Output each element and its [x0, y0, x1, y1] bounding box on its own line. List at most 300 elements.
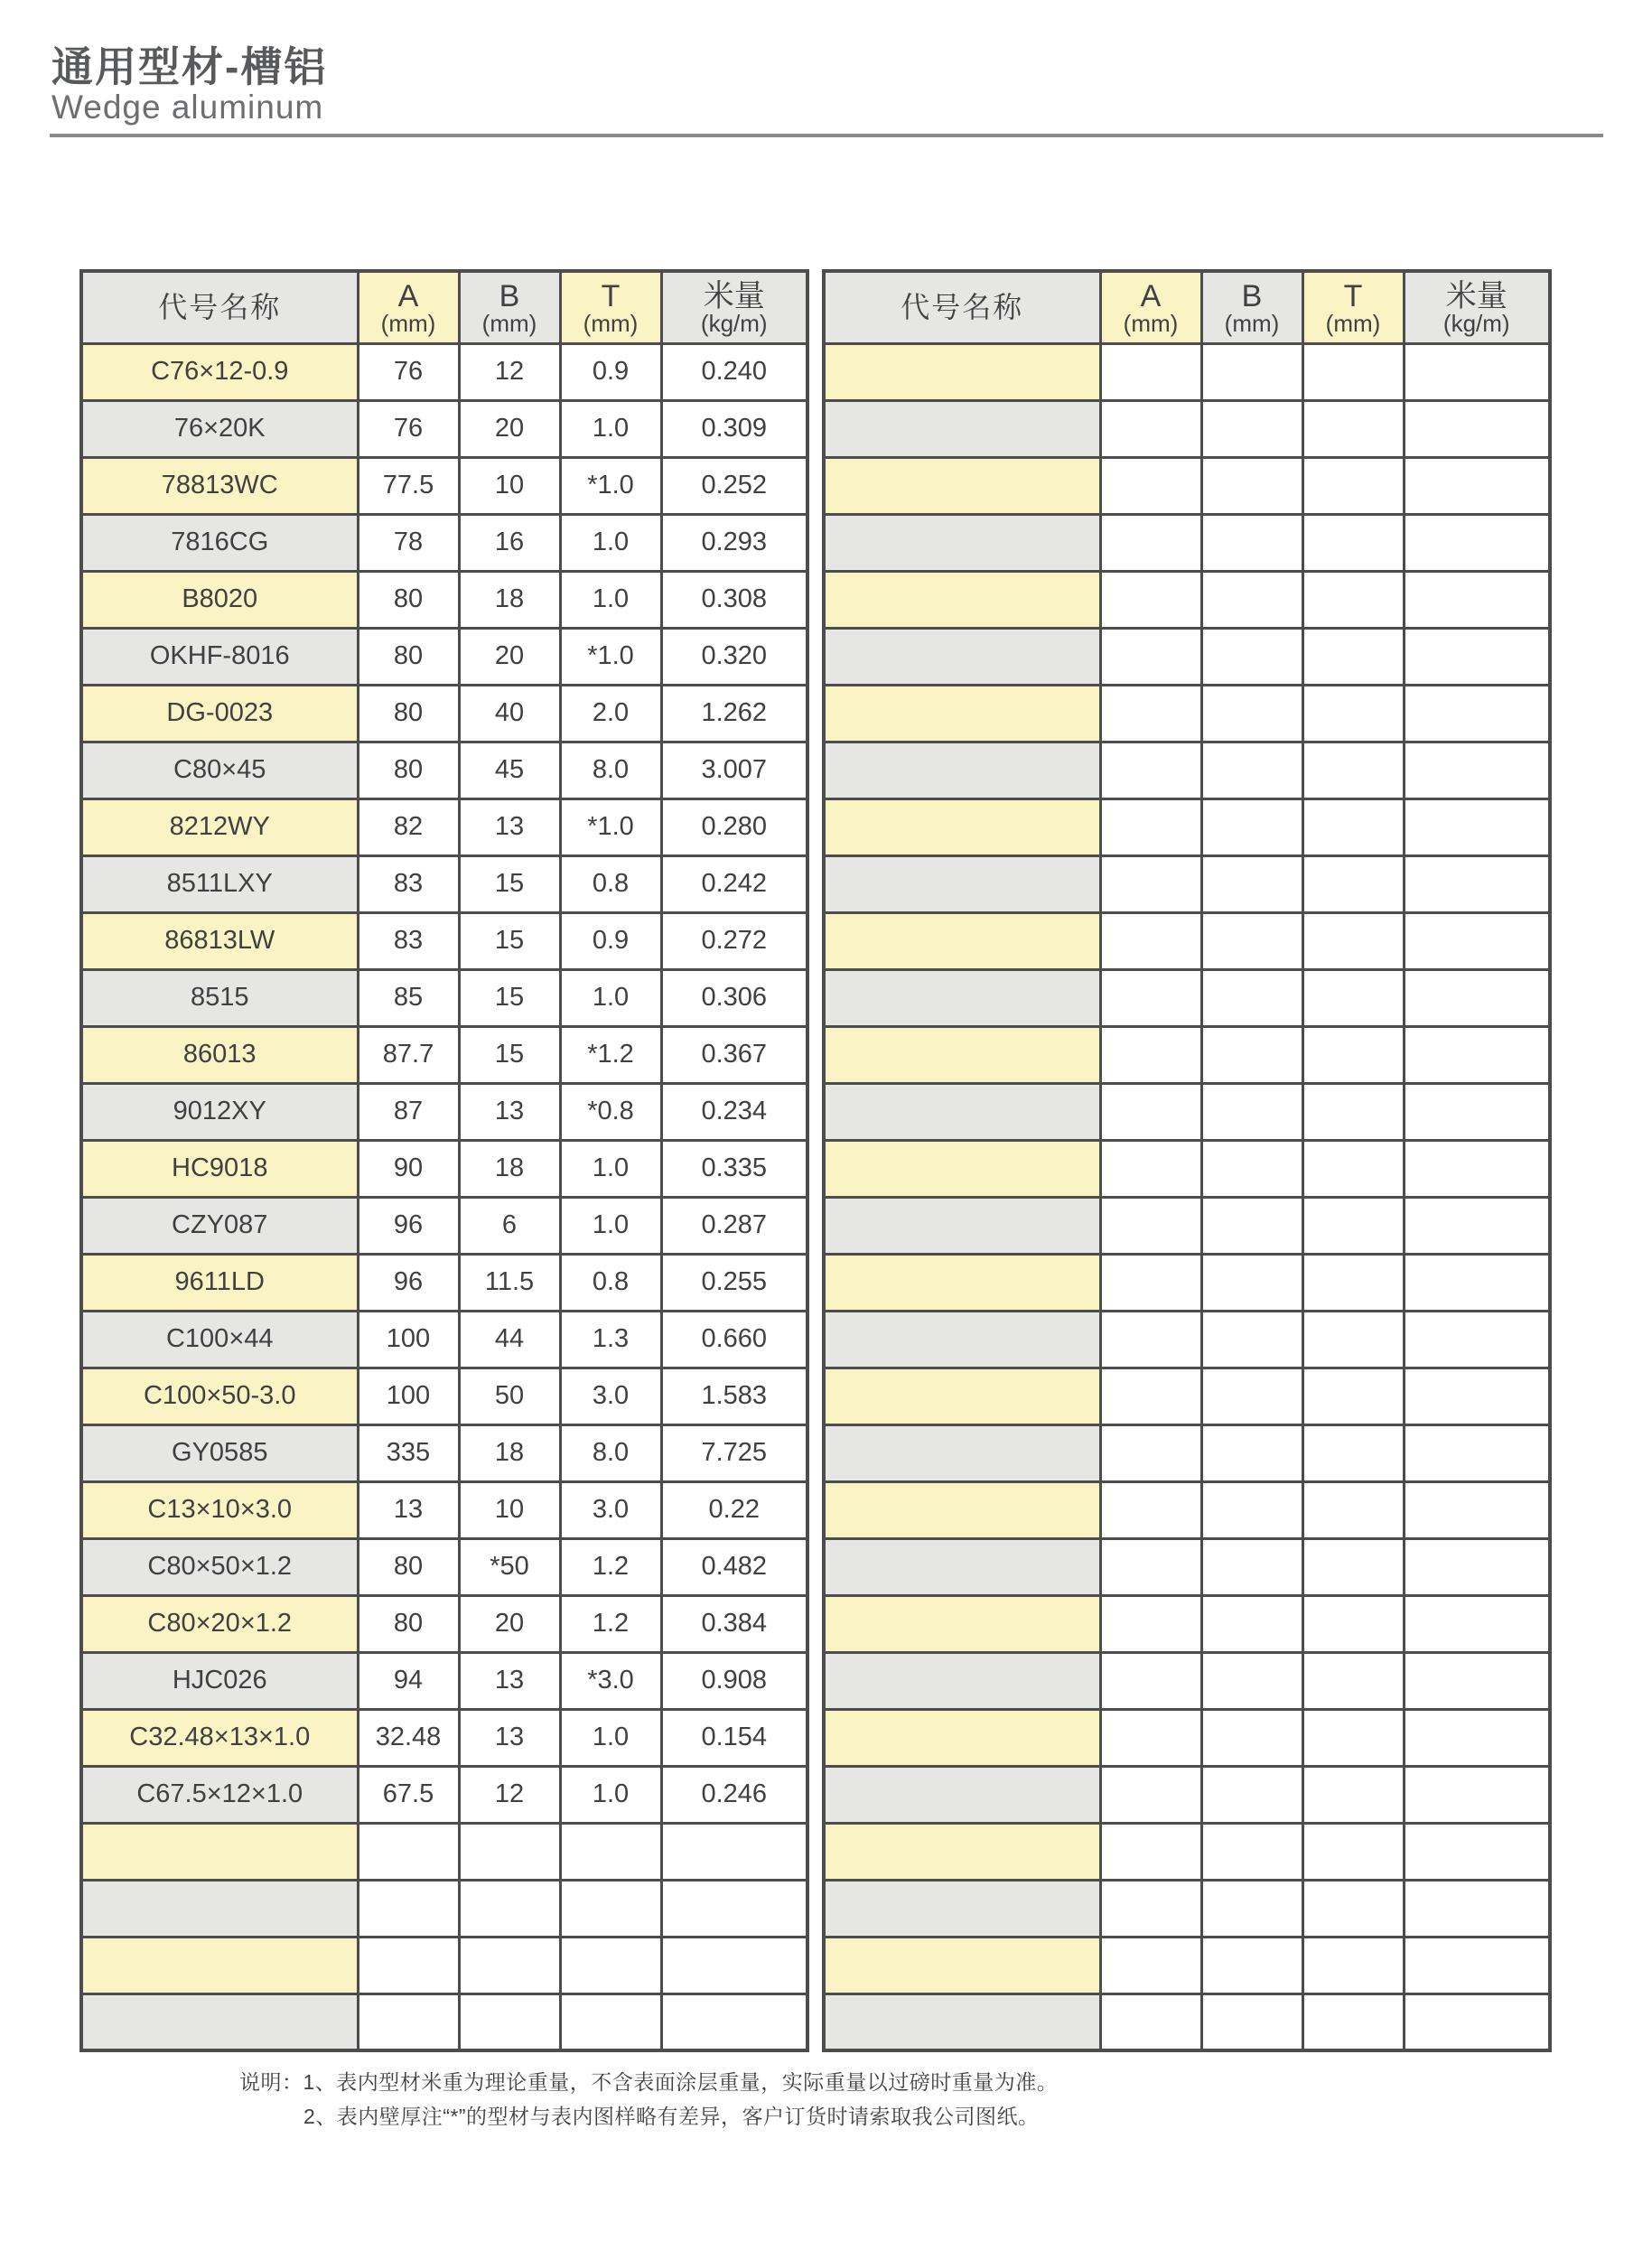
- value-cell: 0.367: [661, 1026, 807, 1083]
- value-cell: [1100, 1595, 1201, 1652]
- table-row: [81, 1766, 807, 1823]
- value-cell: 15: [459, 855, 560, 912]
- value-cell: [1100, 1197, 1201, 1254]
- table-row: [824, 514, 1550, 571]
- value-cell: [1100, 855, 1201, 912]
- value-cell: 15: [459, 1026, 560, 1083]
- value-cell: [1404, 1368, 1550, 1424]
- value-cell: 20: [459, 400, 560, 457]
- value-cell: [459, 1937, 560, 1994]
- value-cell: [1404, 1652, 1550, 1709]
- page-title: 通用型材-槽铝: [51, 43, 328, 90]
- profile-code-cell: [824, 1823, 1100, 1880]
- value-cell: [1100, 1538, 1201, 1595]
- value-cell: [1302, 457, 1404, 514]
- value-cell: 96: [358, 1197, 459, 1254]
- spec-tables: [79, 269, 1552, 2052]
- profile-code-cell: C67.5×12×1.0: [81, 1766, 358, 1823]
- table-row: [824, 969, 1550, 1026]
- table-row: [81, 798, 807, 855]
- value-cell: 50: [459, 1368, 560, 1424]
- value-cell: 80: [358, 742, 459, 798]
- table-row: [81, 912, 807, 969]
- value-cell: [1404, 742, 1550, 798]
- column-header-unit: (mm): [380, 309, 436, 337]
- value-cell: 1.0: [560, 1766, 661, 1823]
- value-cell: [1100, 1083, 1201, 1140]
- column-header-b: [459, 271, 560, 343]
- value-cell: [1201, 1766, 1302, 1823]
- value-cell: [1100, 798, 1201, 855]
- table-row: [81, 1254, 807, 1311]
- value-cell: 1.0: [560, 1709, 661, 1766]
- header-row: [81, 271, 807, 343]
- value-cell: [1201, 1538, 1302, 1595]
- profile-code-cell: C76×12-0.9: [81, 343, 358, 400]
- table-row: [824, 343, 1550, 400]
- profile-code-cell: [824, 1538, 1100, 1595]
- value-cell: 15: [459, 912, 560, 969]
- column-header-label: 米量: [1445, 278, 1507, 313]
- value-cell: 3.0: [560, 1481, 661, 1538]
- value-cell: 0.246: [661, 1766, 807, 1823]
- value-cell: [1100, 628, 1201, 685]
- value-cell: [1100, 742, 1201, 798]
- value-cell: [1404, 1709, 1550, 1766]
- value-cell: [1404, 457, 1550, 514]
- table-row: [81, 1481, 807, 1538]
- value-cell: 32.48: [358, 1709, 459, 1766]
- value-cell: [1302, 514, 1404, 571]
- value-cell: 44: [459, 1311, 560, 1368]
- title-divider: [50, 134, 1603, 137]
- value-cell: 1.0: [560, 514, 661, 571]
- value-cell: [1302, 1652, 1404, 1709]
- table-row: [824, 1311, 1550, 1368]
- value-cell: [1100, 1709, 1201, 1766]
- column-header-unit: (mm): [1224, 309, 1280, 337]
- value-cell: 18: [459, 571, 560, 628]
- value-cell: *3.0: [560, 1652, 661, 1709]
- value-cell: 6: [459, 1197, 560, 1254]
- value-cell: [1302, 798, 1404, 855]
- value-cell: 77.5: [358, 457, 459, 514]
- value-cell: 13: [459, 798, 560, 855]
- table-row: [81, 1994, 807, 2050]
- value-cell: [1302, 969, 1404, 1026]
- value-cell: [1201, 1937, 1302, 1994]
- table-row: [81, 1368, 807, 1424]
- column-header-label: A: [397, 278, 419, 313]
- value-cell: 0.908: [661, 1652, 807, 1709]
- footnotes: [239, 2065, 1058, 2134]
- value-cell: 12: [459, 343, 560, 400]
- page-subtitle: Wedge aluminum: [51, 89, 324, 126]
- value-cell: 12: [459, 1766, 560, 1823]
- value-cell: [661, 1994, 807, 2050]
- value-cell: 1.0: [560, 969, 661, 1026]
- table-row: [81, 1197, 807, 1254]
- column-header-label: T: [1343, 278, 1363, 313]
- value-cell: [1404, 1994, 1550, 2050]
- value-cell: [1404, 1937, 1550, 1994]
- table-row: [824, 1994, 1550, 2050]
- value-cell: 3.0: [560, 1368, 661, 1424]
- value-cell: [1201, 1709, 1302, 1766]
- value-cell: [1100, 1424, 1201, 1481]
- column-header-label: T: [601, 278, 621, 313]
- value-cell: [1302, 1766, 1404, 1823]
- table-row: [81, 1880, 807, 1937]
- value-cell: [1201, 1481, 1302, 1538]
- table-row: [824, 1937, 1550, 1994]
- value-cell: [1100, 1652, 1201, 1709]
- table-row: [824, 1140, 1550, 1197]
- value-cell: [459, 1880, 560, 1937]
- value-cell: *1.0: [560, 457, 661, 514]
- value-cell: *1.0: [560, 798, 661, 855]
- value-cell: 0.384: [661, 1595, 807, 1652]
- profile-code-cell: 86813LW: [81, 912, 358, 969]
- profile-code-cell: C80×45: [81, 742, 358, 798]
- profile-code-cell: [824, 1368, 1100, 1424]
- table-row: [824, 1652, 1550, 1709]
- value-cell: [1302, 742, 1404, 798]
- value-cell: [1201, 1424, 1302, 1481]
- table-row: [824, 1538, 1550, 1595]
- profile-code-cell: [824, 1994, 1100, 2050]
- value-cell: [1100, 400, 1201, 457]
- value-cell: [1302, 1937, 1404, 1994]
- table-row: [824, 1709, 1550, 1766]
- value-cell: 15: [459, 969, 560, 1026]
- column-header-t: [1302, 271, 1404, 343]
- value-cell: 18: [459, 1140, 560, 1197]
- column-header-unit: (mm): [583, 309, 639, 337]
- table-row: [81, 457, 807, 514]
- value-cell: [1100, 1254, 1201, 1311]
- column-header-unit: (mm): [481, 309, 537, 337]
- header-row: [824, 271, 1550, 343]
- table-row: [81, 742, 807, 798]
- value-cell: 76: [358, 343, 459, 400]
- value-cell: 0.255: [661, 1254, 807, 1311]
- value-cell: 20: [459, 1595, 560, 1652]
- value-cell: [1302, 685, 1404, 742]
- value-cell: 10: [459, 457, 560, 514]
- column-header-label: 米量: [703, 278, 765, 313]
- value-cell: [1201, 742, 1302, 798]
- value-cell: [1404, 685, 1550, 742]
- value-cell: [1404, 798, 1550, 855]
- value-cell: 13: [358, 1481, 459, 1538]
- profile-code-cell: [824, 1709, 1100, 1766]
- value-cell: [1404, 628, 1550, 685]
- value-cell: [1201, 1595, 1302, 1652]
- value-cell: [1201, 1368, 1302, 1424]
- table-row: [824, 628, 1550, 685]
- value-cell: [358, 1823, 459, 1880]
- value-cell: [1302, 1368, 1404, 1424]
- profile-code-cell: 86013: [81, 1026, 358, 1083]
- profile-code-cell: DG-0023: [81, 685, 358, 742]
- value-cell: [1302, 1994, 1404, 2050]
- value-cell: 0.309: [661, 400, 807, 457]
- value-cell: [1302, 628, 1404, 685]
- value-cell: [1302, 400, 1404, 457]
- value-cell: [1302, 1424, 1404, 1481]
- value-cell: [1302, 343, 1404, 400]
- value-cell: [1100, 1026, 1201, 1083]
- profile-code-cell: 8515: [81, 969, 358, 1026]
- column-header-unit: (kg/m): [1442, 309, 1510, 337]
- value-cell: [1100, 1140, 1201, 1197]
- value-cell: [358, 1937, 459, 1994]
- value-cell: 7.725: [661, 1424, 807, 1481]
- value-cell: 0.335: [661, 1140, 807, 1197]
- value-cell: 80: [358, 571, 459, 628]
- table-row: [81, 343, 807, 400]
- value-cell: [1201, 855, 1302, 912]
- value-cell: [1100, 685, 1201, 742]
- value-cell: [1404, 1880, 1550, 1937]
- column-header-unit: (mm): [1325, 309, 1381, 337]
- value-cell: [1404, 912, 1550, 969]
- value-cell: 67.5: [358, 1766, 459, 1823]
- value-cell: [1302, 1254, 1404, 1311]
- value-cell: [1404, 1254, 1550, 1311]
- column-header-unit: (mm): [1123, 309, 1179, 337]
- value-cell: *1.2: [560, 1026, 661, 1083]
- value-cell: [1404, 1197, 1550, 1254]
- profile-code-cell: [824, 1254, 1100, 1311]
- value-cell: 0.287: [661, 1197, 807, 1254]
- table-row: [824, 457, 1550, 514]
- table-row: [824, 1083, 1550, 1140]
- profile-code-cell: [824, 1766, 1100, 1823]
- table-row: [824, 855, 1550, 912]
- value-cell: [1404, 514, 1550, 571]
- value-cell: [1404, 1424, 1550, 1481]
- value-cell: [1201, 1140, 1302, 1197]
- value-cell: [1404, 1595, 1550, 1652]
- table-row: [824, 1254, 1550, 1311]
- profile-code-cell: [824, 1880, 1100, 1937]
- table-row: [824, 1823, 1550, 1880]
- value-cell: [1201, 1311, 1302, 1368]
- table-row: [824, 571, 1550, 628]
- value-cell: 0.8: [560, 855, 661, 912]
- profile-code-cell: [824, 343, 1100, 400]
- table-row: [824, 1368, 1550, 1424]
- value-cell: 40: [459, 685, 560, 742]
- column-header-weight: [1404, 271, 1550, 343]
- column-header-unit: (kg/m): [700, 309, 768, 337]
- value-cell: 0.252: [661, 457, 807, 514]
- value-cell: 87: [358, 1083, 459, 1140]
- value-cell: 11.5: [459, 1254, 560, 1311]
- value-cell: [560, 1823, 661, 1880]
- profile-code-cell: 8511LXY: [81, 855, 358, 912]
- value-cell: [1100, 1823, 1201, 1880]
- table-row: [824, 685, 1550, 742]
- profile-code-cell: [824, 457, 1100, 514]
- value-cell: 13: [459, 1652, 560, 1709]
- value-cell: 1.0: [560, 1197, 661, 1254]
- value-cell: 0.306: [661, 969, 807, 1026]
- profile-code-cell: 76×20K: [81, 400, 358, 457]
- value-cell: [1302, 855, 1404, 912]
- value-cell: [661, 1823, 807, 1880]
- value-cell: [1100, 1766, 1201, 1823]
- table-row: [81, 1937, 807, 1994]
- value-cell: 1.583: [661, 1368, 807, 1424]
- table-row: [81, 628, 807, 685]
- value-cell: [1404, 1026, 1550, 1083]
- table-row: [81, 1709, 807, 1766]
- value-cell: 1.0: [560, 400, 661, 457]
- value-cell: [1302, 1538, 1404, 1595]
- value-cell: [1302, 1311, 1404, 1368]
- profile-code-cell: [824, 1595, 1100, 1652]
- profile-code-cell: [824, 685, 1100, 742]
- value-cell: 0.482: [661, 1538, 807, 1595]
- value-cell: [560, 1880, 661, 1937]
- profile-code-cell: [824, 969, 1100, 1026]
- value-cell: [1201, 628, 1302, 685]
- value-cell: [358, 1994, 459, 2050]
- value-cell: 1.0: [560, 1140, 661, 1197]
- value-cell: 1.2: [560, 1538, 661, 1595]
- value-cell: [1404, 343, 1550, 400]
- value-cell: 0.280: [661, 798, 807, 855]
- value-cell: [1201, 969, 1302, 1026]
- value-cell: 16: [459, 514, 560, 571]
- profile-code-cell: [81, 1823, 358, 1880]
- value-cell: 13: [459, 1709, 560, 1766]
- value-cell: 1.3: [560, 1311, 661, 1368]
- value-cell: 80: [358, 1538, 459, 1595]
- profile-code-cell: [824, 1026, 1100, 1083]
- value-cell: [1100, 457, 1201, 514]
- column-header-a: [358, 271, 459, 343]
- value-cell: [560, 1937, 661, 1994]
- value-cell: 8.0: [560, 1424, 661, 1481]
- profile-code-cell: GY0585: [81, 1424, 358, 1481]
- value-cell: *50: [459, 1538, 560, 1595]
- value-cell: [1100, 1880, 1201, 1937]
- value-cell: [358, 1880, 459, 1937]
- profile-code-cell: [824, 571, 1100, 628]
- value-cell: [560, 1994, 661, 2050]
- table-row: [81, 1311, 807, 1368]
- table-row: [81, 1424, 807, 1481]
- table-row: [81, 1652, 807, 1709]
- value-cell: 100: [358, 1368, 459, 1424]
- profile-code-cell: C80×50×1.2: [81, 1538, 358, 1595]
- value-cell: 0.154: [661, 1709, 807, 1766]
- value-cell: [1302, 571, 1404, 628]
- value-cell: [1100, 1937, 1201, 1994]
- column-header-a: [1100, 271, 1201, 343]
- value-cell: *1.0: [560, 628, 661, 685]
- table-row: [824, 912, 1550, 969]
- value-cell: 0.242: [661, 855, 807, 912]
- column-header-weight: [661, 271, 807, 343]
- table-row: [824, 1424, 1550, 1481]
- column-header-b: [1201, 271, 1302, 343]
- value-cell: [1201, 514, 1302, 571]
- value-cell: [1404, 1311, 1550, 1368]
- table-row: [81, 969, 807, 1026]
- value-cell: [1302, 1709, 1404, 1766]
- value-cell: 20: [459, 628, 560, 685]
- value-cell: [1302, 1481, 1404, 1538]
- column-header-label: 代号名称: [901, 291, 1024, 324]
- value-cell: 0.660: [661, 1311, 807, 1368]
- value-cell: 0.308: [661, 571, 807, 628]
- value-cell: [1201, 1026, 1302, 1083]
- profile-code-cell: C100×44: [81, 1311, 358, 1368]
- column-header-label: 代号名称: [158, 291, 282, 324]
- profile-code-cell: [824, 798, 1100, 855]
- value-cell: 100: [358, 1311, 459, 1368]
- value-cell: 85: [358, 969, 459, 1026]
- table-row: [824, 1481, 1550, 1538]
- profile-code-cell: 8212WY: [81, 798, 358, 855]
- profile-code-cell: [824, 912, 1100, 969]
- table-row: [81, 1083, 807, 1140]
- profile-code-cell: [824, 1481, 1100, 1538]
- value-cell: 10: [459, 1481, 560, 1538]
- value-cell: 13: [459, 1083, 560, 1140]
- column-header-code: [81, 271, 358, 343]
- value-cell: 2.0: [560, 685, 661, 742]
- table-row: [824, 1026, 1550, 1083]
- value-cell: [1302, 912, 1404, 969]
- table-row: [824, 400, 1550, 457]
- value-cell: [661, 1880, 807, 1937]
- profile-code-cell: B8020: [81, 571, 358, 628]
- value-cell: 94: [358, 1652, 459, 1709]
- value-cell: [1100, 969, 1201, 1026]
- table-row: [824, 1766, 1550, 1823]
- value-cell: [1201, 1254, 1302, 1311]
- value-cell: 96: [358, 1254, 459, 1311]
- profile-code-cell: C80×20×1.2: [81, 1595, 358, 1652]
- value-cell: [1404, 969, 1550, 1026]
- value-cell: 0.22: [661, 1481, 807, 1538]
- value-cell: [1201, 571, 1302, 628]
- value-cell: 335: [358, 1424, 459, 1481]
- profile-code-cell: [824, 1937, 1100, 1994]
- value-cell: [1302, 1083, 1404, 1140]
- value-cell: 0.234: [661, 1083, 807, 1140]
- profile-code-cell: [824, 1197, 1100, 1254]
- value-cell: [1201, 1652, 1302, 1709]
- value-cell: 0.293: [661, 514, 807, 571]
- value-cell: [459, 1823, 560, 1880]
- value-cell: [1404, 1766, 1550, 1823]
- footnote-line-1: 说明：1、表内型材米重为理论重量，不含表面涂层重量，实际重量以过磅时重量为准。: [239, 2070, 1059, 2094]
- table-row: [81, 1140, 807, 1197]
- value-cell: 1.0: [560, 571, 661, 628]
- value-cell: [1201, 798, 1302, 855]
- profile-code-cell: [81, 1994, 358, 2050]
- value-cell: 0.320: [661, 628, 807, 685]
- value-cell: 78: [358, 514, 459, 571]
- profile-code-cell: CZY087: [81, 1197, 358, 1254]
